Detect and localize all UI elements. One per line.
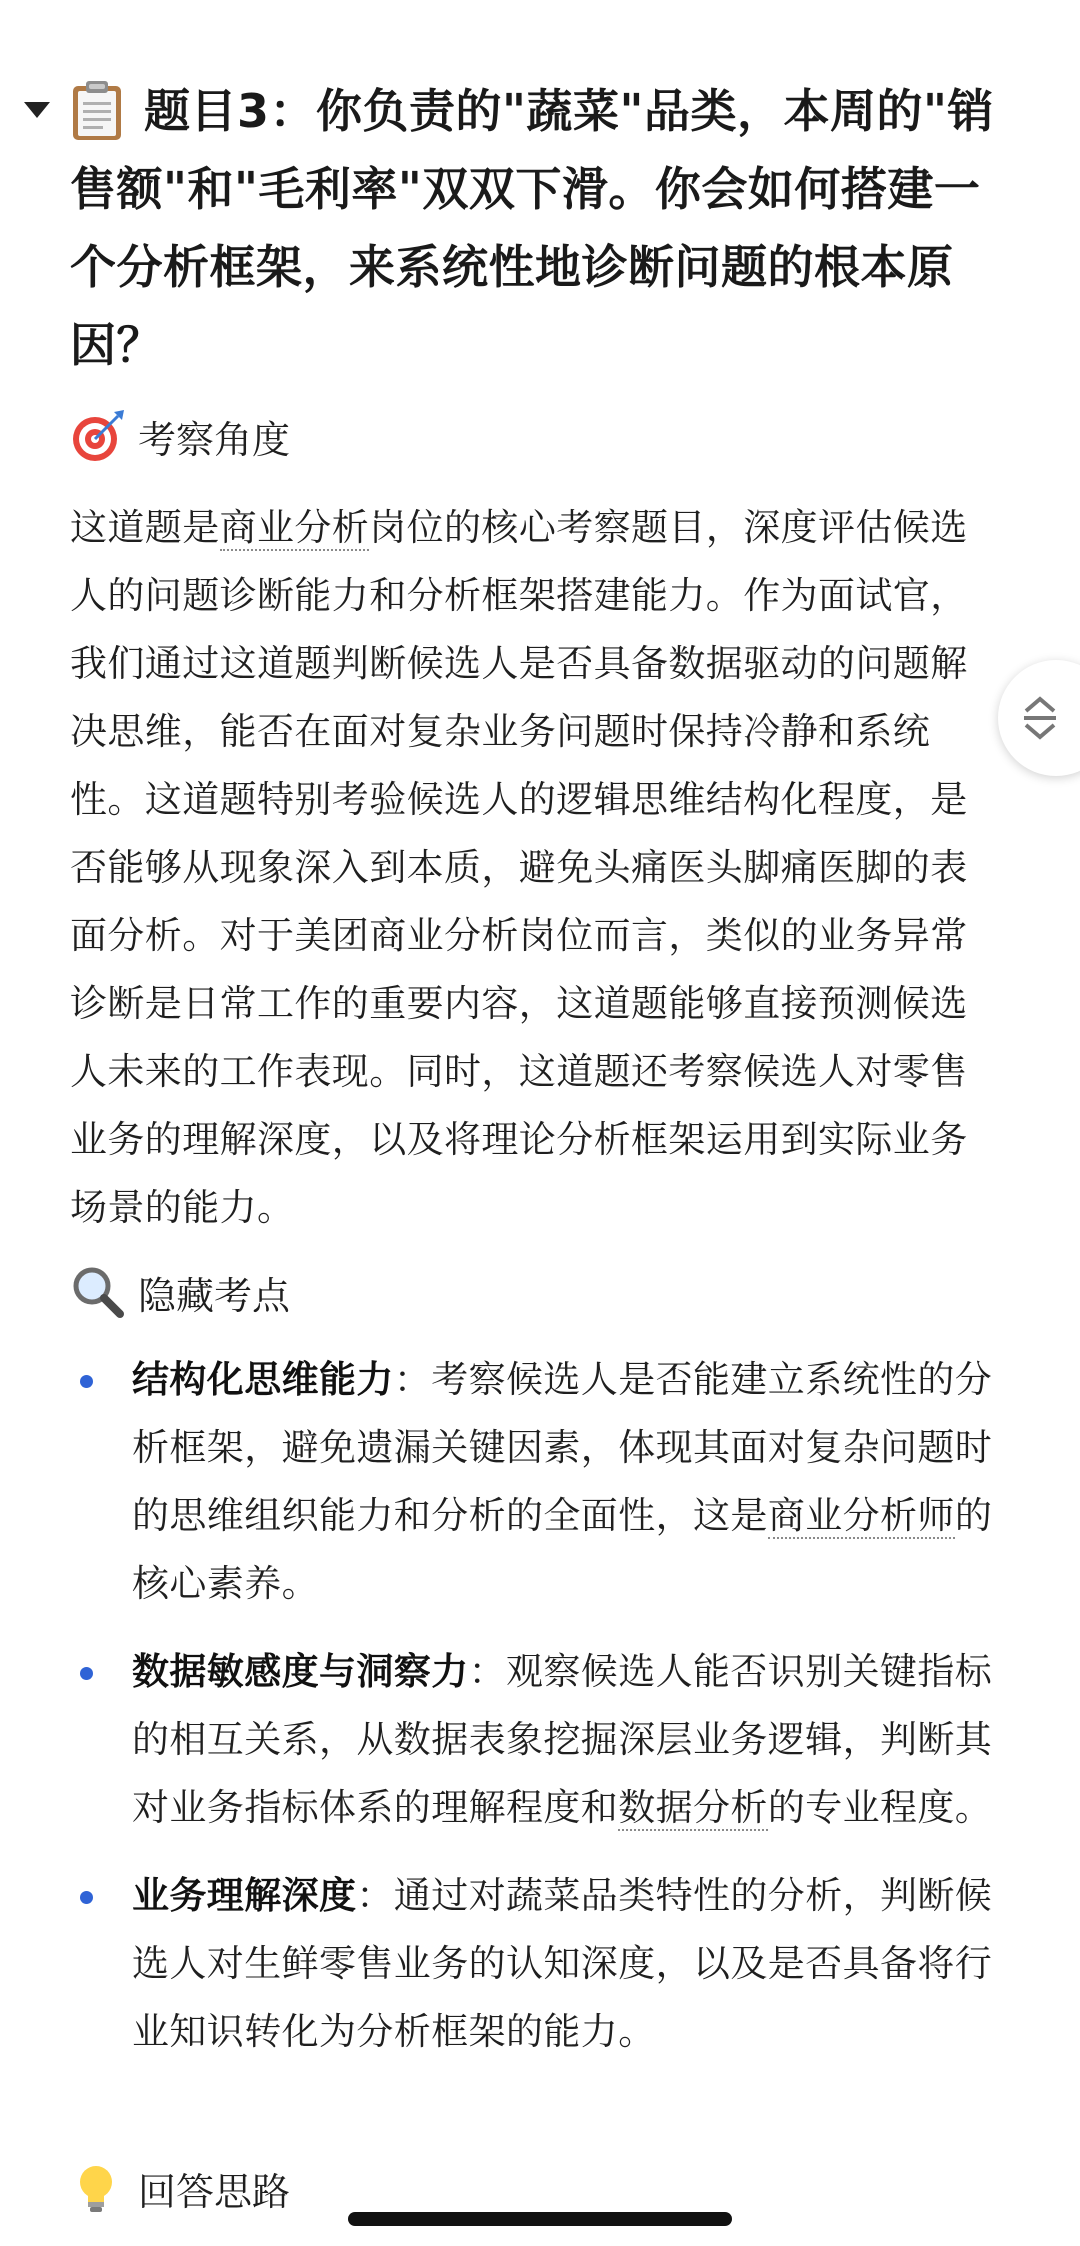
section-perspective-heading xyxy=(70,406,290,466)
hidden-points-list xyxy=(70,1346,1020,2066)
section-answer-heading xyxy=(70,2158,290,2218)
business-analysis-link[interactable]: 商业分析 xyxy=(219,506,370,549)
magnifier-icon xyxy=(70,1264,126,1320)
bullet-text: ：通过对蔬菜品类特性的分析，判断候选人对生鲜零售业务的认知深度，以及是否具备将行业知识转化为分析框架的能力。 xyxy=(132,1874,993,2053)
list-item xyxy=(70,1346,1020,1618)
collapse-caret-icon[interactable] xyxy=(24,102,50,118)
scroll-toggle-button[interactable] xyxy=(998,660,1080,776)
list-item xyxy=(70,1638,1020,1842)
bullet-dot-icon xyxy=(80,1375,93,1388)
paragraph-text-2: 岗位的核心考察题目，深度评估候选人的问题诊断能力和分析框架搭建能力。作为面试官，我们通过这道题判断候选人是否具备数据驱动的问题解决思维，能否在面对复杂业务问题时保持冷静和系统性。这道题特别考验候选人的逻辑思维结构化程度，是否能够从现象深入到本质，避免头痛医头脚痛医脚的表面分析。对于美团商业分析岗位而言，类似的业务异常诊断是日常工作的重要内容，这道题能够直接预测候选人未来的工作表现。同时，这道题还考察候选人对零售业务的理解深度，以及将理论分析框架运用到实际业务场景的能力。 xyxy=(70,506,968,1229)
section-perspective-label: 考察角度 xyxy=(138,417,291,462)
business-analyst-link[interactable]: 商业分析师 xyxy=(767,1494,955,1537)
paragraph-text-1: 这道题是 xyxy=(70,506,220,549)
bullet-dot-icon xyxy=(80,1667,93,1680)
list-item xyxy=(70,1862,1020,2066)
bullet-text-end: 的核心素养。 xyxy=(132,1494,993,1605)
perspective-paragraph xyxy=(70,494,1000,1242)
target-dart-icon xyxy=(70,408,126,464)
bullet-dot-icon xyxy=(80,1891,93,1904)
bullet-text: ：观察候选人能否识别关键指标的相互关系，从数据表象挖掘深层业务逻辑，判断其对业务指标体系的理解程度和 xyxy=(132,1650,993,1829)
lightbulb-icon xyxy=(70,2160,126,2216)
expand-collapse-arrows-icon xyxy=(1020,693,1060,743)
home-indicator[interactable] xyxy=(348,2212,732,2226)
bullet-text-end: 的专业程度。 xyxy=(767,1786,993,1829)
bullet-bold-term: 数据敏感度与洞察力 xyxy=(132,1650,469,1693)
question-title: 题目3：你负责的"蔬菜"品类，本周的"销售额"和"毛利率"双双下滑。你会如何搭建一个分析框架，来系统性地诊断问题的根本原因？ xyxy=(70,84,994,372)
section-hidden-label: 隐藏考点 xyxy=(138,1273,291,1318)
section-answer-label: 回答思路 xyxy=(138,2169,291,2214)
bullet-bold-term: 业务理解深度 xyxy=(132,1874,357,1917)
bullet-bold-term: 结构化思维能力 xyxy=(132,1358,394,1401)
data-analysis-link[interactable]: 数据分析 xyxy=(618,1786,768,1829)
bullet-text: ：考察候选人是否能建立系统性的分析框架，避免遗漏关键因素，体现其面对复杂问题时的思维组织能力和分析的全面性，这是 xyxy=(132,1358,993,1537)
section-hidden-heading xyxy=(70,1262,290,1322)
